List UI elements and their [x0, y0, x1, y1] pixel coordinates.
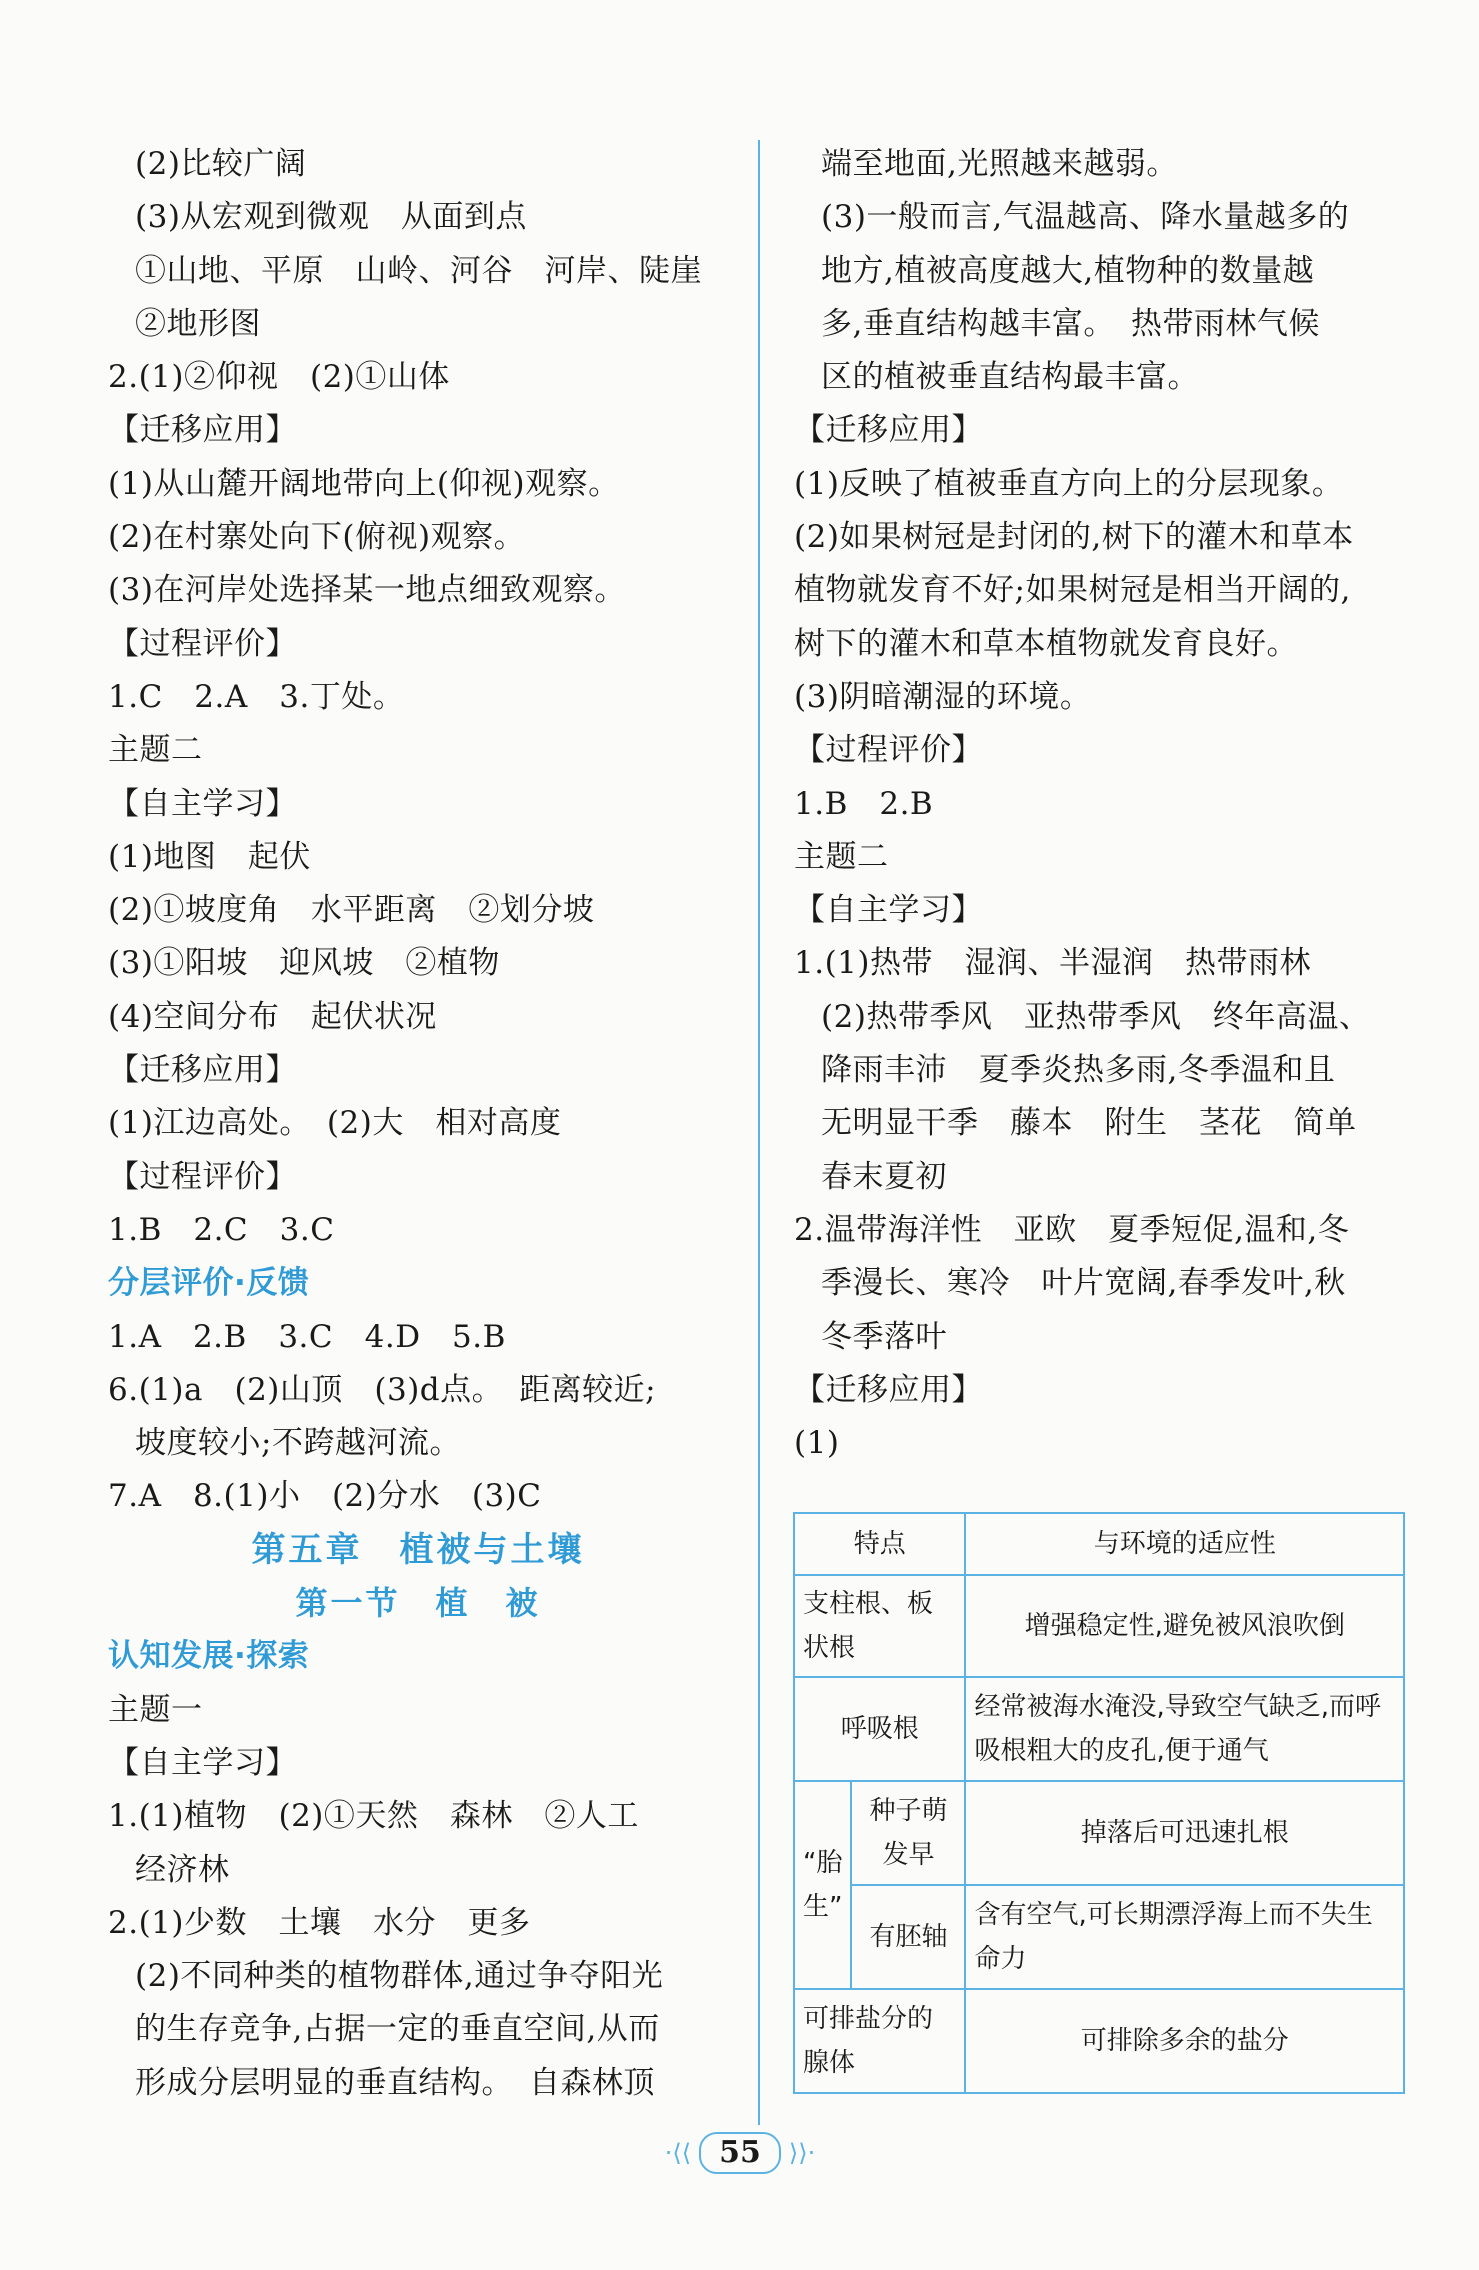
section-heading: 【过程评价】	[108, 625, 297, 662]
text-line: (3)一般而言,气温越高、降水量越多的	[821, 199, 1350, 236]
table-cell-feature: 有胚轴	[851, 1885, 965, 1989]
section-heading: 【过程评价】	[794, 732, 983, 769]
text-line: (3)①阳坡 迎风坡 ②植物	[108, 945, 500, 982]
table-cell-feature: 呼吸根	[794, 1677, 965, 1781]
text-line: (2)在村寨处向下(俯视)观察。	[108, 519, 526, 556]
section-heading: 【自主学习】	[794, 892, 983, 929]
table-row	[794, 1575, 1404, 1677]
text-line: (2)热带季风 亚热带季风 终年高温、	[821, 998, 1371, 1035]
text-line: (1)从山麓开阔地带向上(仰视)观察。	[108, 465, 620, 502]
text-line: ②地形图	[135, 305, 261, 342]
page-number: 55	[699, 2132, 781, 2174]
text-line: 1.(1)植物 (2)①天然 森林 ②人工	[108, 1798, 639, 1835]
section-heading: 【迁移应用】	[108, 412, 297, 449]
topic-heading: 主题二	[108, 732, 203, 769]
table-header: 与环境的适应性	[965, 1513, 1404, 1575]
text-line: 端至地面,光照越来越弱。	[821, 146, 1178, 182]
table-cell-adaptation: 增强稳定性,避免被风浪吹倒	[965, 1575, 1404, 1677]
answer-line: 7.A 8.(1)小 (2)分水 (3)C	[108, 1478, 542, 1515]
text-line: (1)反映了植被垂直方向上的分层现象。	[794, 465, 1344, 502]
text-line: (2)①坡度角 水平距离 ②划分坡	[108, 892, 595, 929]
text-line: 2.温带海洋性 亚欧 夏季短促,温和,冬	[794, 1211, 1350, 1248]
text-line: (2)不同种类的植物群体,通过争夺阳光	[135, 1958, 664, 1995]
section-title: 第一节 植 被	[295, 1584, 541, 1623]
text-line: (3)在河岸处选择某一地点细致观察。	[108, 572, 626, 609]
section-heading: 【自主学习】	[108, 785, 297, 822]
text-line: 树下的灌木和草本植物就发育良好。	[794, 625, 1298, 662]
text-line: 的生存竞争,占据一定的垂直空间,从而	[135, 2011, 660, 2048]
text-line: 季漫长、寒冷 叶片宽阔,春季发叶,秋	[821, 1265, 1346, 1302]
feedback-heading: 分层评价·反馈	[108, 1265, 310, 1302]
text-line: ①山地、平原 山岭、河谷 河岸、陡崖	[135, 252, 702, 289]
answer-line: 1.B 2.C 3.C	[108, 1211, 335, 1248]
table-row	[794, 1781, 1404, 1885]
text-line: (2)比较广阔	[135, 146, 307, 182]
table-cell-adaptation: 可排除多余的盐分	[965, 1989, 1404, 2093]
text-line: (4)空间分布 起伏状况	[108, 998, 437, 1035]
text-line: 植物就发育不好;如果树冠是相当开阔的,	[794, 572, 1351, 609]
text-line: 形成分层明显的垂直结构。 自森林顶	[135, 2064, 655, 2101]
text-line: 1.(1)热带 湿润、半湿润 热带雨林	[794, 945, 1311, 982]
right-ornament-icon: ⟩⟩·	[788, 2139, 816, 2167]
text-line: 区的植被垂直结构最丰富。	[821, 359, 1199, 396]
table-header-row	[794, 1513, 1404, 1575]
table-cell-group: “胎生”	[794, 1781, 851, 1989]
table-row	[794, 1677, 1404, 1781]
table-cell-feature: 支柱根、板状根	[794, 1575, 965, 1677]
text-line: (1)	[794, 1425, 840, 1462]
text-line: 2.(1)②仰视 (2)①山体	[108, 359, 450, 396]
table-row	[794, 1989, 1404, 2093]
text-line: (3)阴暗潮湿的环境。	[794, 678, 1092, 715]
explore-heading: 认知发展·探索	[108, 1638, 310, 1675]
table-row	[794, 1885, 1404, 1989]
table-cell-adaptation: 经常被海水淹没,导致空气缺乏,而呼吸根粗大的皮孔,便于通气	[965, 1677, 1404, 1781]
topic-heading: 主题一	[108, 1691, 203, 1728]
text-line: 无明显干季 藤本 附生 茎花 简单	[821, 1105, 1357, 1142]
text-line: 冬季落叶	[821, 1318, 947, 1355]
table-cell-feature: 种子萌发早	[851, 1781, 965, 1885]
adaptation-table	[793, 1512, 1405, 2094]
column-divider	[758, 140, 760, 2125]
table-cell-adaptation: 掉落后可迅速扎根	[965, 1781, 1404, 1885]
page-footer	[640, 2128, 840, 2178]
section-heading: 【迁移应用】	[794, 412, 983, 449]
text-line: (2)如果树冠是封闭的,树下的灌木和草本	[794, 519, 1354, 556]
answer-line: 6.(1)a (2)山顶 (3)d点。 距离较近;	[108, 1371, 657, 1408]
text-line: 地方,植被高度越大,植物种的数量越	[821, 252, 1315, 289]
text-line: 多,垂直结构越丰富。 热带雨林气候	[821, 305, 1320, 342]
section-heading: 【自主学习】	[108, 1744, 297, 1781]
text-line: (1)江边高处。 (2)大 相对高度	[108, 1105, 562, 1142]
section-heading: 【迁移应用】	[794, 1371, 983, 1408]
text-line: (3)从宏观到微观 从面到点	[135, 199, 527, 236]
answer-line: 坡度较小;不跨越河流。	[135, 1425, 461, 1462]
table-header: 特点	[794, 1513, 965, 1575]
table-cell-feature: 可排盐分的腺体	[794, 1989, 965, 2093]
right-column	[794, 138, 1410, 1470]
left-column	[108, 138, 728, 2110]
text-line: 经济林	[135, 1851, 230, 1888]
text-line: 春末夏初	[821, 1158, 947, 1195]
answer-line: 1.A 2.B 3.C 4.D 5.B	[108, 1318, 506, 1355]
text-line: 降雨丰沛 夏季炎热多雨,冬季温和且	[821, 1052, 1336, 1089]
text-line: (1)地图 起伏	[108, 838, 311, 875]
left-ornament-icon: ·⟨⟨	[664, 2139, 692, 2167]
chapter-title: 第五章 植被与土壤	[251, 1529, 585, 1570]
answer-line: 1.C 2.A 3.丁处。	[108, 678, 405, 715]
section-heading: 【迁移应用】	[108, 1052, 297, 1089]
table-cell-adaptation: 含有空气,可长期漂浮海上而不失生命力	[965, 1885, 1404, 1989]
section-heading: 【过程评价】	[108, 1158, 297, 1195]
topic-heading: 主题二	[794, 838, 889, 875]
answer-line: 1.B 2.B	[794, 785, 934, 822]
text-line: 2.(1)少数 土壤 水分 更多	[108, 1904, 531, 1941]
